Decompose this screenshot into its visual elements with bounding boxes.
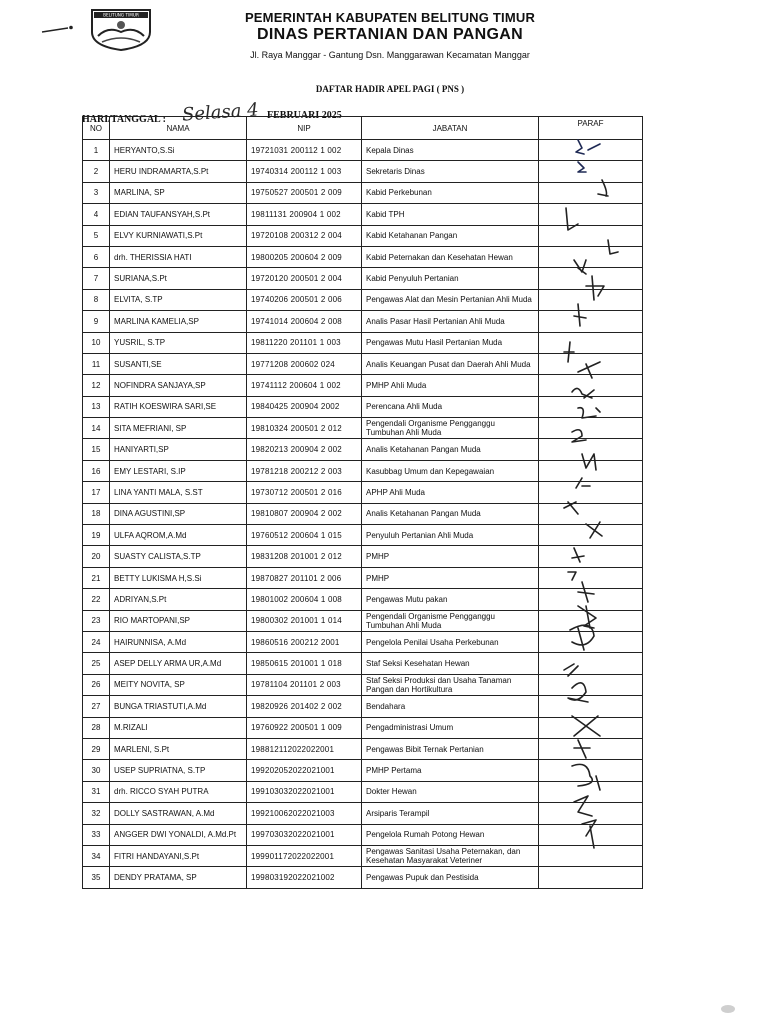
- col-jabatan: JABATAN: [362, 117, 539, 140]
- row-no: 21: [83, 567, 110, 588]
- row-nama: MARLINA, SP: [110, 182, 247, 203]
- row-paraf: [539, 268, 643, 289]
- table-row: [83, 631, 643, 652]
- table-row: [83, 182, 643, 203]
- row-nip: 19811220 201101 1 003: [247, 332, 362, 353]
- table-row: [83, 738, 643, 759]
- government-name: PEMERINTAH KABUPATEN BELITUNG TIMUR: [244, 10, 536, 25]
- row-nip: 19811131 200904 1 002: [247, 204, 362, 225]
- row-nip: 199901172022022001: [247, 845, 362, 866]
- row-no: 9: [83, 311, 110, 332]
- row-paraf: [539, 631, 643, 652]
- row-nip: 199803192022021002: [247, 867, 362, 888]
- row-nama: MARLINA KAMELIA,SP: [110, 311, 247, 332]
- row-jabatan: PMHP: [362, 546, 539, 567]
- row-nip: 19741014 200604 2 008: [247, 311, 362, 332]
- row-no: 27: [83, 696, 110, 717]
- table-row: [83, 289, 643, 310]
- row-paraf: [539, 396, 643, 417]
- row-nama: DENDY PRATAMA, SP: [110, 867, 247, 888]
- row-jabatan: Kabid Peternakan dan Kesehatan Hewan: [362, 246, 539, 267]
- table-row: [83, 396, 643, 417]
- row-nip: 19720108 200312 2 004: [247, 225, 362, 246]
- row-nip: 19820926 201402 2 002: [247, 696, 362, 717]
- row-jabatan: Perencana Ahli Muda: [362, 396, 539, 417]
- row-nip: 19730712 200501 2 016: [247, 482, 362, 503]
- row-no: 34: [83, 845, 110, 866]
- row-paraf: [539, 845, 643, 866]
- col-nip: NIP: [247, 117, 362, 140]
- row-no: 22: [83, 589, 110, 610]
- row-jabatan: PMHP Ahli Muda: [362, 375, 539, 396]
- row-nama: ULFA AQROM,A.Md: [110, 525, 247, 546]
- row-no: 4: [83, 204, 110, 225]
- row-jabatan: Sekretaris Dinas: [362, 161, 539, 182]
- col-no: NO: [83, 117, 110, 140]
- row-paraf: [539, 610, 643, 631]
- row-nip: 199103032022021001: [247, 781, 362, 802]
- table-row: [83, 674, 643, 695]
- row-no: 31: [83, 781, 110, 802]
- row-no: 5: [83, 225, 110, 246]
- row-jabatan: Pengawas Sanitasi Usaha Peternakan, dan Kesehatan Masyarakat Veteriner: [362, 845, 539, 866]
- row-paraf: [539, 803, 643, 824]
- row-paraf: [539, 204, 643, 225]
- row-no: 35: [83, 867, 110, 888]
- handwritten-day: Selasa 4: [181, 99, 260, 126]
- row-paraf: [539, 353, 643, 374]
- table-row: [83, 717, 643, 738]
- agency-address: Jl. Raya Manggar - Gantung Dsn. Manggarawan Kecamatan Manggar: [250, 50, 530, 60]
- row-nip: 19721031 200112 1 002: [247, 140, 362, 161]
- row-nip: 19801002 200604 1 008: [247, 589, 362, 610]
- row-nama: EMY LESTARI, S.IP: [110, 460, 247, 481]
- row-jabatan: Penyuluh Pertanian Ahli Muda: [362, 525, 539, 546]
- col-paraf: PARAF: [539, 117, 643, 140]
- row-jabatan: Pengelola Rumah Potong Hewan: [362, 824, 539, 845]
- row-paraf: [539, 332, 643, 353]
- table-row: [83, 353, 643, 374]
- row-nip: 19810324 200501 2 012: [247, 418, 362, 439]
- row-no: 10: [83, 332, 110, 353]
- row-no: 13: [83, 396, 110, 417]
- table-row: [83, 546, 643, 567]
- row-jabatan: Pengadministrasi Umum: [362, 717, 539, 738]
- row-nama: BUNGA TRIASTUTI,A.Md: [110, 696, 247, 717]
- row-jabatan: Kabid Perkebunan: [362, 182, 539, 203]
- row-no: 14: [83, 418, 110, 439]
- table-row: [83, 696, 643, 717]
- agency-name: DINAS PERTANIAN DAN PANGAN: [257, 26, 523, 43]
- row-jabatan: Analis Keuangan Pusat dan Daerah Ahli Muda: [362, 353, 539, 374]
- table-row: [83, 225, 643, 246]
- row-nip: 19810807 200904 2 002: [247, 503, 362, 524]
- row-paraf: [539, 760, 643, 781]
- table-row: [83, 824, 643, 845]
- row-nip: 19720120 200501 2 004: [247, 268, 362, 289]
- row-paraf: [539, 161, 643, 182]
- table-row: [83, 803, 643, 824]
- row-jabatan: Dokter Hewan: [362, 781, 539, 802]
- row-jabatan: Staf Seksi Produksi dan Usaha Tanaman Pangan dan Hortikultura: [362, 674, 539, 695]
- table-row: [83, 653, 643, 674]
- row-nama: MEITY NOVITA, SP: [110, 674, 247, 695]
- table-row: [83, 781, 643, 802]
- row-nip: 19820213 200904 2 002: [247, 439, 362, 460]
- row-nama: ANGGER DWI YONALDI, A.Md.Pt: [110, 824, 247, 845]
- row-paraf: [539, 182, 643, 203]
- row-nip: 198812112022022001: [247, 738, 362, 759]
- table-header: [83, 117, 643, 140]
- row-no: 8: [83, 289, 110, 310]
- row-nama: MARLENI, S.Pt: [110, 738, 247, 759]
- row-jabatan: Arsiparis Terampil: [362, 803, 539, 824]
- row-paraf: [539, 567, 643, 588]
- row-no: 7: [83, 268, 110, 289]
- row-paraf: [539, 439, 643, 460]
- table-row: [83, 246, 643, 267]
- table-row: [83, 867, 643, 888]
- row-nama: YUSRIL, S.TP: [110, 332, 247, 353]
- attendance-table: [82, 116, 643, 889]
- row-jabatan: PMHP Pertama: [362, 760, 539, 781]
- row-no: 29: [83, 738, 110, 759]
- row-no: 33: [83, 824, 110, 845]
- row-nama: DOLLY SASTRAWAN, A.Md: [110, 803, 247, 824]
- row-nip: 19771208 200602 024: [247, 353, 362, 374]
- row-nip: 199703032022021001: [247, 824, 362, 845]
- row-nip: 19831208 201001 2 012: [247, 546, 362, 567]
- svg-text:BELITUNG TIMUR: BELITUNG TIMUR: [103, 12, 139, 18]
- row-nip: 19800302 201001 1 014: [247, 610, 362, 631]
- table-row: [83, 610, 643, 631]
- row-jabatan: APHP Ahli Muda: [362, 482, 539, 503]
- row-no: 24: [83, 631, 110, 652]
- row-no: 12: [83, 375, 110, 396]
- row-nip: 19740314 200112 1 003: [247, 161, 362, 182]
- row-paraf: [539, 289, 643, 310]
- row-nama: USEP SUPRIATNA, S.TP: [110, 760, 247, 781]
- row-jabatan: Pengawas Bibit Ternak Pertanian: [362, 738, 539, 759]
- row-no: 1: [83, 140, 110, 161]
- row-paraf: [539, 717, 643, 738]
- row-nama: RATIH KOESWIRA SARI,SE: [110, 396, 247, 417]
- row-jabatan: Staf Seksi Kesehatan Hewan: [362, 653, 539, 674]
- row-jabatan: Analis Ketahanan Pangan Muda: [362, 439, 539, 460]
- row-nama: SITA MEFRIANI, SP: [110, 418, 247, 439]
- row-no: 6: [83, 246, 110, 267]
- row-paraf: [539, 140, 643, 161]
- table-row: [83, 418, 643, 439]
- row-nip: 199210062022021003: [247, 803, 362, 824]
- row-nama: ELVY KURNIAWATI,S.Pt: [110, 225, 247, 246]
- row-nip: 19750527 200501 2 009: [247, 182, 362, 203]
- row-nip: 19800205 200604 2 009: [247, 246, 362, 267]
- row-jabatan: Kabid Penyuluh Pertanian: [362, 268, 539, 289]
- date-label: HARI/TANGGAL :: [82, 114, 166, 125]
- row-nip: 19840425 200904 2002: [247, 396, 362, 417]
- table-row: [83, 845, 643, 866]
- table-row: [83, 567, 643, 588]
- row-paraf: [539, 653, 643, 674]
- scan-mark: [40, 20, 80, 36]
- row-no: 32: [83, 803, 110, 824]
- row-no: 15: [83, 439, 110, 460]
- row-paraf: [539, 503, 643, 524]
- scan-mark: [720, 1004, 736, 1014]
- row-paraf: [539, 696, 643, 717]
- row-paraf: [539, 867, 643, 888]
- row-jabatan: Pengendali Organisme Pengganggu Tumbuhan Ahli Muda: [362, 610, 539, 631]
- row-paraf: [539, 674, 643, 695]
- row-paraf: [539, 589, 643, 610]
- table-row: [83, 760, 643, 781]
- row-jabatan: Bendahara: [362, 696, 539, 717]
- row-nip: 19760922 200501 1 009: [247, 717, 362, 738]
- table-row: [83, 375, 643, 396]
- table-row: [83, 439, 643, 460]
- row-paraf: [539, 738, 643, 759]
- row-nip: 19850615 201001 1 018: [247, 653, 362, 674]
- row-nama: HERYANTO,S.Si: [110, 140, 247, 161]
- row-jabatan: Kasubbag Umum dan Kepegawaian: [362, 460, 539, 481]
- row-jabatan: Pengelola Penilai Usaha Perkebunan: [362, 631, 539, 652]
- regency-logo: [86, 6, 156, 52]
- row-nama: FITRI HANDAYANI,S.Pt: [110, 845, 247, 866]
- row-no: 11: [83, 353, 110, 374]
- row-paraf: [539, 311, 643, 332]
- table-row: [83, 525, 643, 546]
- row-jabatan: Kabid Ketahanan Pangan: [362, 225, 539, 246]
- row-paraf: [539, 546, 643, 567]
- row-nama: HERU INDRAMARTA,S.Pt: [110, 161, 247, 182]
- table-row: [83, 311, 643, 332]
- row-nama: ELVITA, S.TP: [110, 289, 247, 310]
- row-paraf: [539, 525, 643, 546]
- row-paraf: [539, 225, 643, 246]
- table-row: [83, 332, 643, 353]
- row-jabatan: Pengendali Organisme Pengganggu Tumbuhan Ahli Muda: [362, 418, 539, 439]
- col-nama: NAMA: [110, 117, 247, 140]
- row-jabatan: Pengawas Pupuk dan Pestisida: [362, 867, 539, 888]
- row-nama: LINA YANTI MALA, S.ST: [110, 482, 247, 503]
- row-jabatan: Kabid TPH: [362, 204, 539, 225]
- row-nip: 19860516 200212 2001: [247, 631, 362, 652]
- table-row: [83, 204, 643, 225]
- row-jabatan: Pengawas Alat dan Mesin Pertanian Ahli Muda: [362, 289, 539, 310]
- row-paraf: [539, 482, 643, 503]
- form-title: DAFTAR HADIR APEL PAGI ( PNS ): [315, 84, 465, 94]
- row-nama: RIO MARTOPANI,SP: [110, 610, 247, 631]
- row-no: 25: [83, 653, 110, 674]
- row-paraf: [539, 460, 643, 481]
- row-paraf: [539, 824, 643, 845]
- table-row: [83, 161, 643, 182]
- table-row: [83, 268, 643, 289]
- row-paraf: [539, 375, 643, 396]
- row-nip: 19781218 200212 2 003: [247, 460, 362, 481]
- row-jabatan: Analis Pasar Hasil Pertanian Ahli Muda: [362, 311, 539, 332]
- table-row: [83, 589, 643, 610]
- row-nama: EDIAN TAUFANSYAH,S.Pt: [110, 204, 247, 225]
- table-row: [83, 460, 643, 481]
- row-nama: HAIRUNNISA, A.Md: [110, 631, 247, 652]
- row-nip: 199202052022021001: [247, 760, 362, 781]
- row-nip: 19741112 200604 1 002: [247, 375, 362, 396]
- row-jabatan: Analis Ketahanan Pangan Muda: [362, 503, 539, 524]
- row-nama: HANIYARTI,SP: [110, 439, 247, 460]
- row-nama: drh. RICCO SYAH PUTRA: [110, 781, 247, 802]
- row-no: 3: [83, 182, 110, 203]
- row-jabatan: PMHP: [362, 567, 539, 588]
- row-nama: BETTY LUKISMA H,S.Si: [110, 567, 247, 588]
- row-no: 23: [83, 610, 110, 631]
- row-paraf: [539, 781, 643, 802]
- row-no: 30: [83, 760, 110, 781]
- row-no: 19: [83, 525, 110, 546]
- row-jabatan: Pengawas Mutu Hasil Pertanian Muda: [362, 332, 539, 353]
- row-no: 16: [83, 460, 110, 481]
- row-no: 18: [83, 503, 110, 524]
- row-paraf: [539, 246, 643, 267]
- month-year: FEBRUARI 2025: [267, 110, 342, 121]
- row-no: 28: [83, 717, 110, 738]
- row-no: 26: [83, 674, 110, 695]
- row-no: 20: [83, 546, 110, 567]
- row-nama: SUSANTI,SE: [110, 353, 247, 374]
- row-nama: SURIANA,S.Pt: [110, 268, 247, 289]
- row-paraf: [539, 418, 643, 439]
- row-nama: DINA AGUSTINI,SP: [110, 503, 247, 524]
- row-nama: drh. THERISSIA HATI: [110, 246, 247, 267]
- table-row: [83, 140, 643, 161]
- table-row: [83, 482, 643, 503]
- row-nama: ASEP DELLY ARMA UR,A.Md: [110, 653, 247, 674]
- row-nip: 19870827 201101 2 006: [247, 567, 362, 588]
- row-nama: SUASTY CALISTA,S.TP: [110, 546, 247, 567]
- row-nip: 19760512 200604 1 015: [247, 525, 362, 546]
- row-no: 17: [83, 482, 110, 503]
- row-nip: 19740206 200501 2 006: [247, 289, 362, 310]
- row-nama: NOFINDRA SANJAYA,SP: [110, 375, 247, 396]
- row-no: 2: [83, 161, 110, 182]
- row-nip: 19781104 201101 2 003: [247, 674, 362, 695]
- table-row: [83, 503, 643, 524]
- row-jabatan: Pengawas Mutu pakan: [362, 589, 539, 610]
- row-jabatan: Kepala Dinas: [362, 140, 539, 161]
- row-nama: M.RIZALI: [110, 717, 247, 738]
- row-nama: ADRIYAN,S.Pt: [110, 589, 247, 610]
